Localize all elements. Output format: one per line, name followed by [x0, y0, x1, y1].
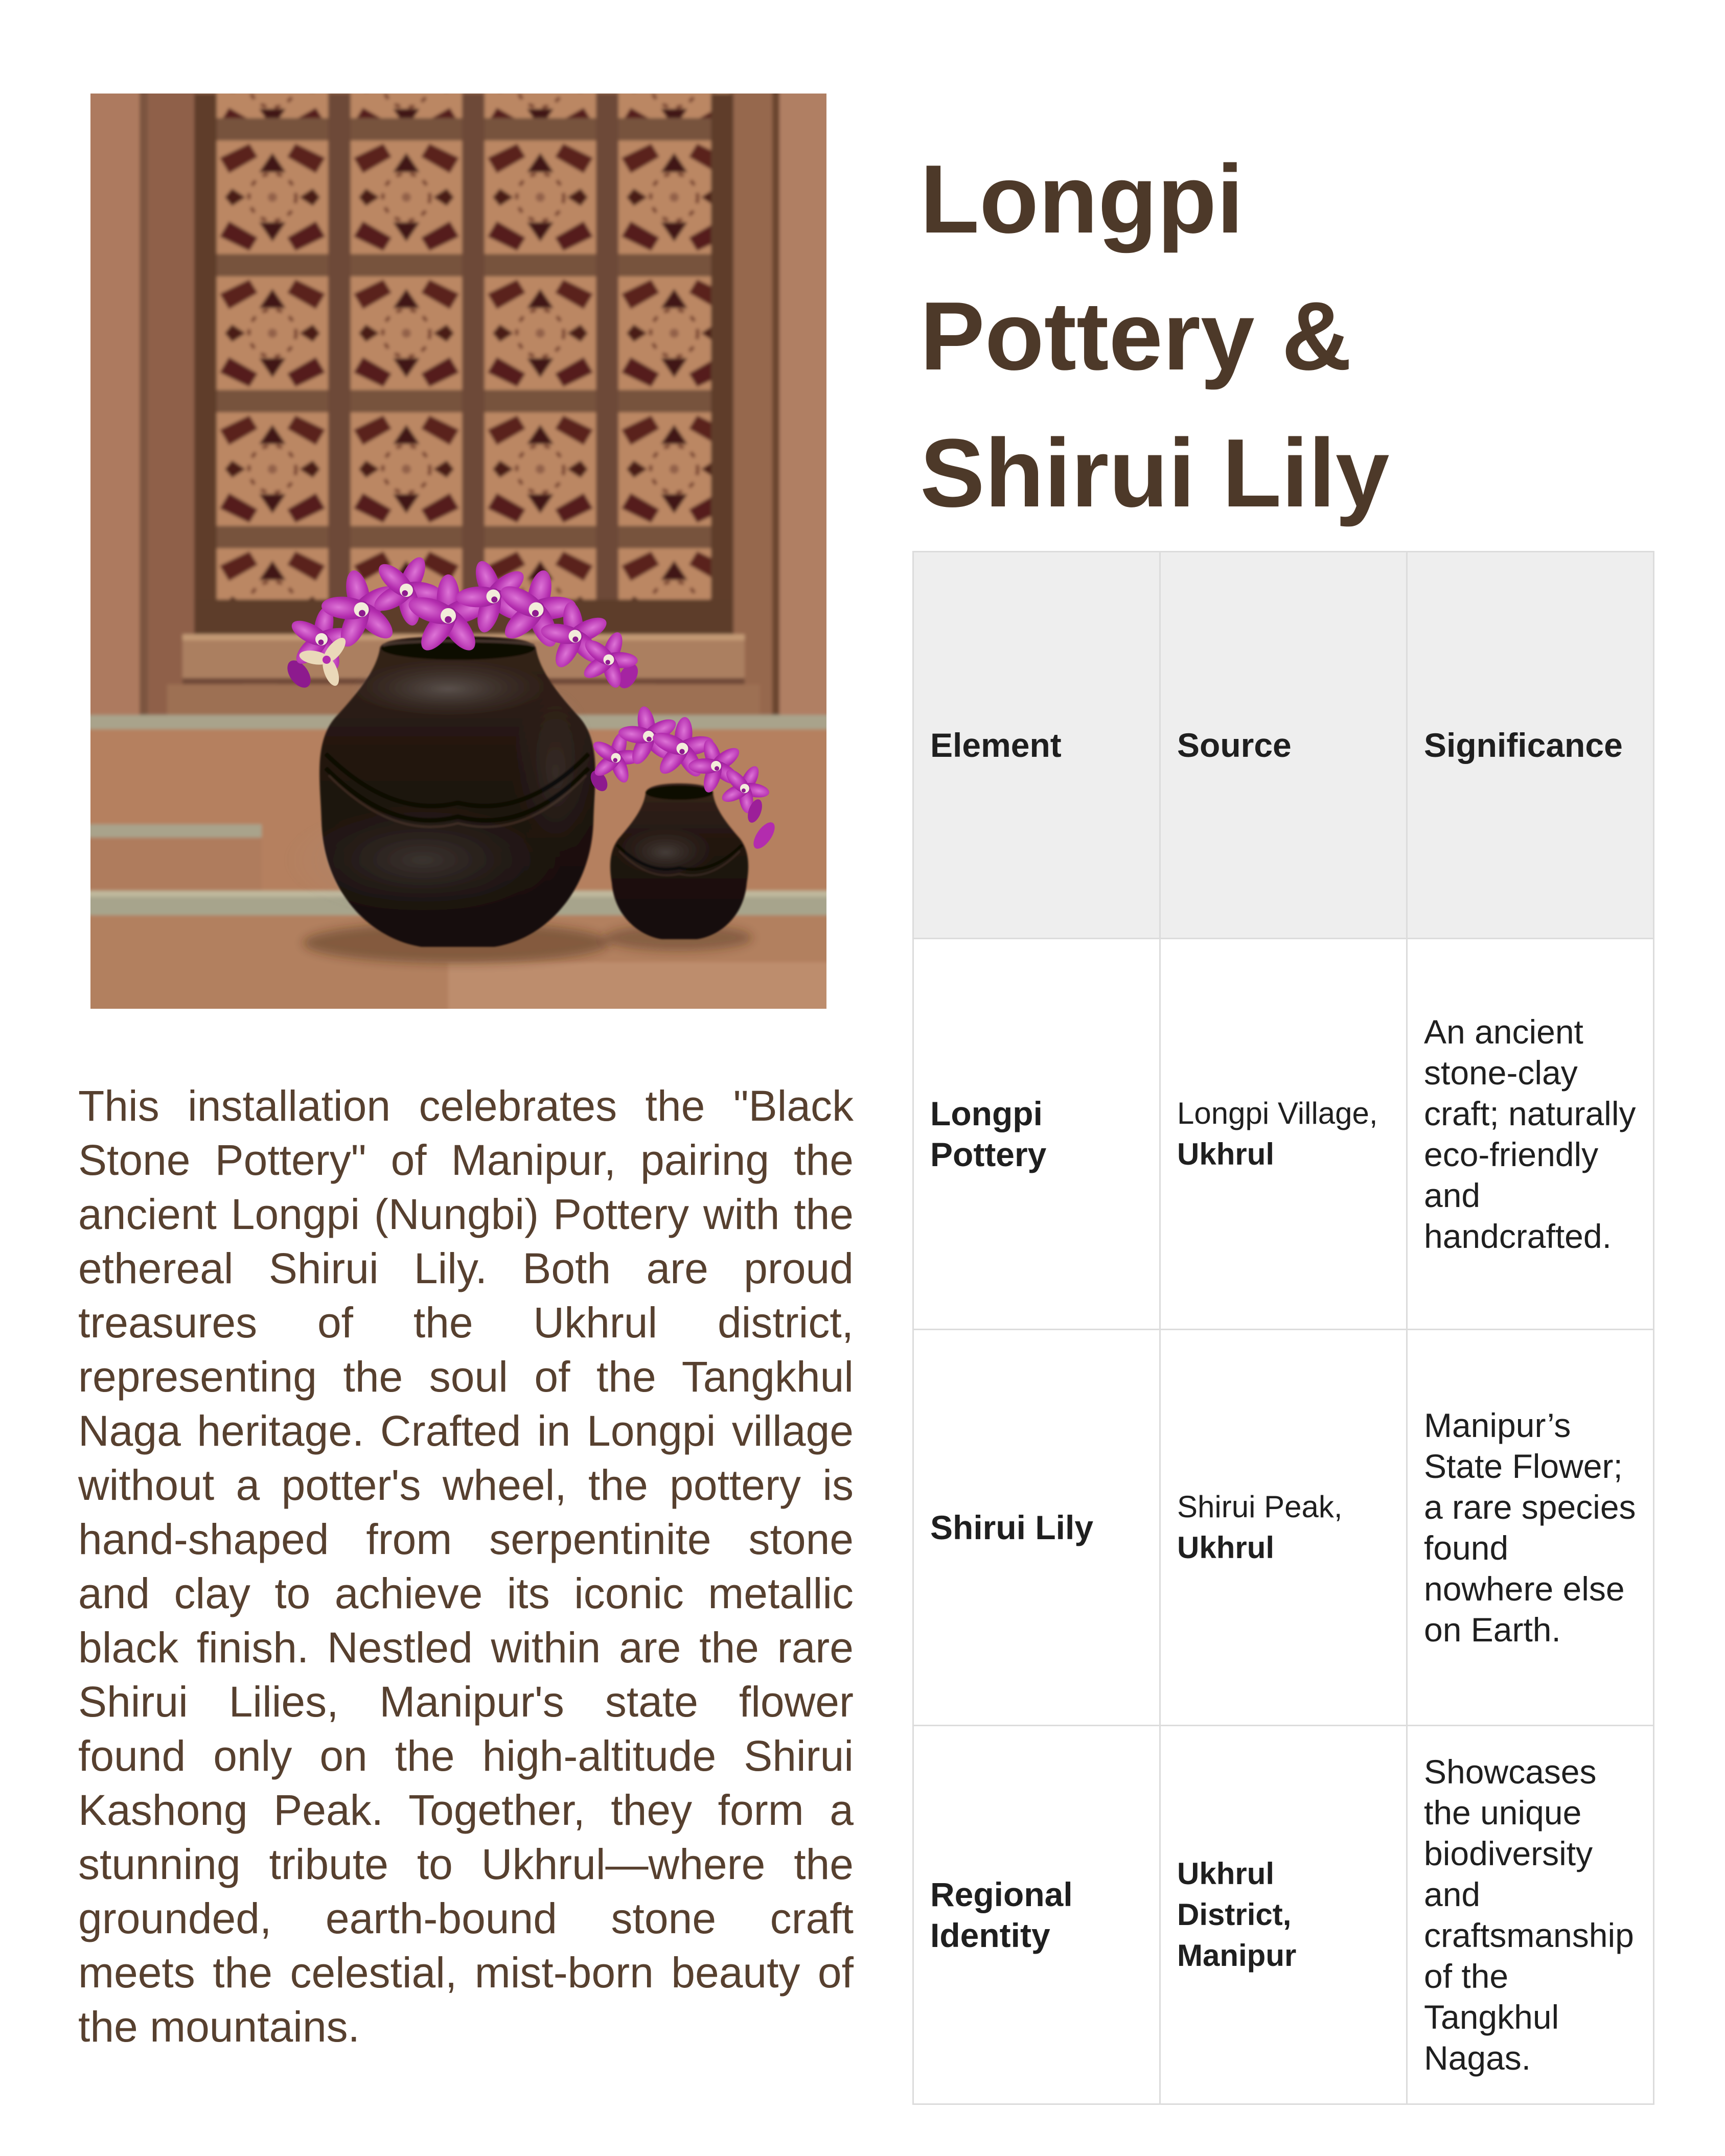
- pottery-photo: [90, 94, 826, 1009]
- source-district: Ukhrul: [1177, 1531, 1275, 1565]
- cell-source: [1160, 1726, 1407, 2104]
- column-header-significance: Significance: [1407, 552, 1654, 939]
- cell-element: Shirui Lily: [913, 1330, 1160, 1726]
- table-row: [913, 939, 1654, 1330]
- column-header-element: Element: [913, 552, 1160, 939]
- source-location: Shirui Peak,: [1177, 1490, 1343, 1524]
- intro-paragraph: This installation celebrates the "Black Stone Pottery" of Manipur, pairing the ancient Longpi (Nungbi) Pottery with the ethereal Shirui Lily. Both are proud treasures of the Ukhrul district, representing the soul of the Tangkhul Naga heritage. Crafted in Longpi village without a potter's wheel, the pottery is hand-shaped from serpentinite stone and clay to achieve its iconic metallic black finish. Nestled within are the rare Shirui Lilies, Manipur's state flower found only on the high-altitude Shirui Kashong Peak. Together, they form a stunning tribute to Ukhrul—where the grounded, earth-bound stone craft meets the celestial, mist-born beauty of the mountains.: [78, 1082, 854, 2051]
- cell-source: [1160, 1330, 1407, 1726]
- source-district: Ukhrul: [1177, 1137, 1275, 1171]
- table-header-row: [913, 552, 1654, 939]
- source-location: Longpi Village,: [1177, 1096, 1378, 1130]
- source-district: Ukhrul District, Manipur: [1177, 1857, 1297, 1973]
- cell-significance: An ancient stone-clay craft; naturally eco-friendly and handcrafted.: [1407, 939, 1654, 1330]
- cell-element: Longpi Pottery: [913, 939, 1160, 1330]
- column-header-source: Source: [1160, 552, 1407, 939]
- cell-element: Regional Identity: [913, 1726, 1160, 2104]
- table-row: [913, 1726, 1654, 2104]
- cell-source: [1160, 939, 1407, 1330]
- pottery-photo-illustration: [90, 94, 826, 1009]
- info-table: [912, 551, 1654, 2105]
- table-row: [913, 1330, 1654, 1726]
- cell-significance: Manipur’s State Flower; a rare species found nowhere else on Earth.: [1407, 1330, 1654, 1726]
- cell-significance: Showcases the unique biodiversity and craftsmanship of the Tangkhul Nagas.: [1407, 1726, 1654, 2104]
- page-title: Longpi Pottery & Shirui Lily: [920, 145, 1390, 527]
